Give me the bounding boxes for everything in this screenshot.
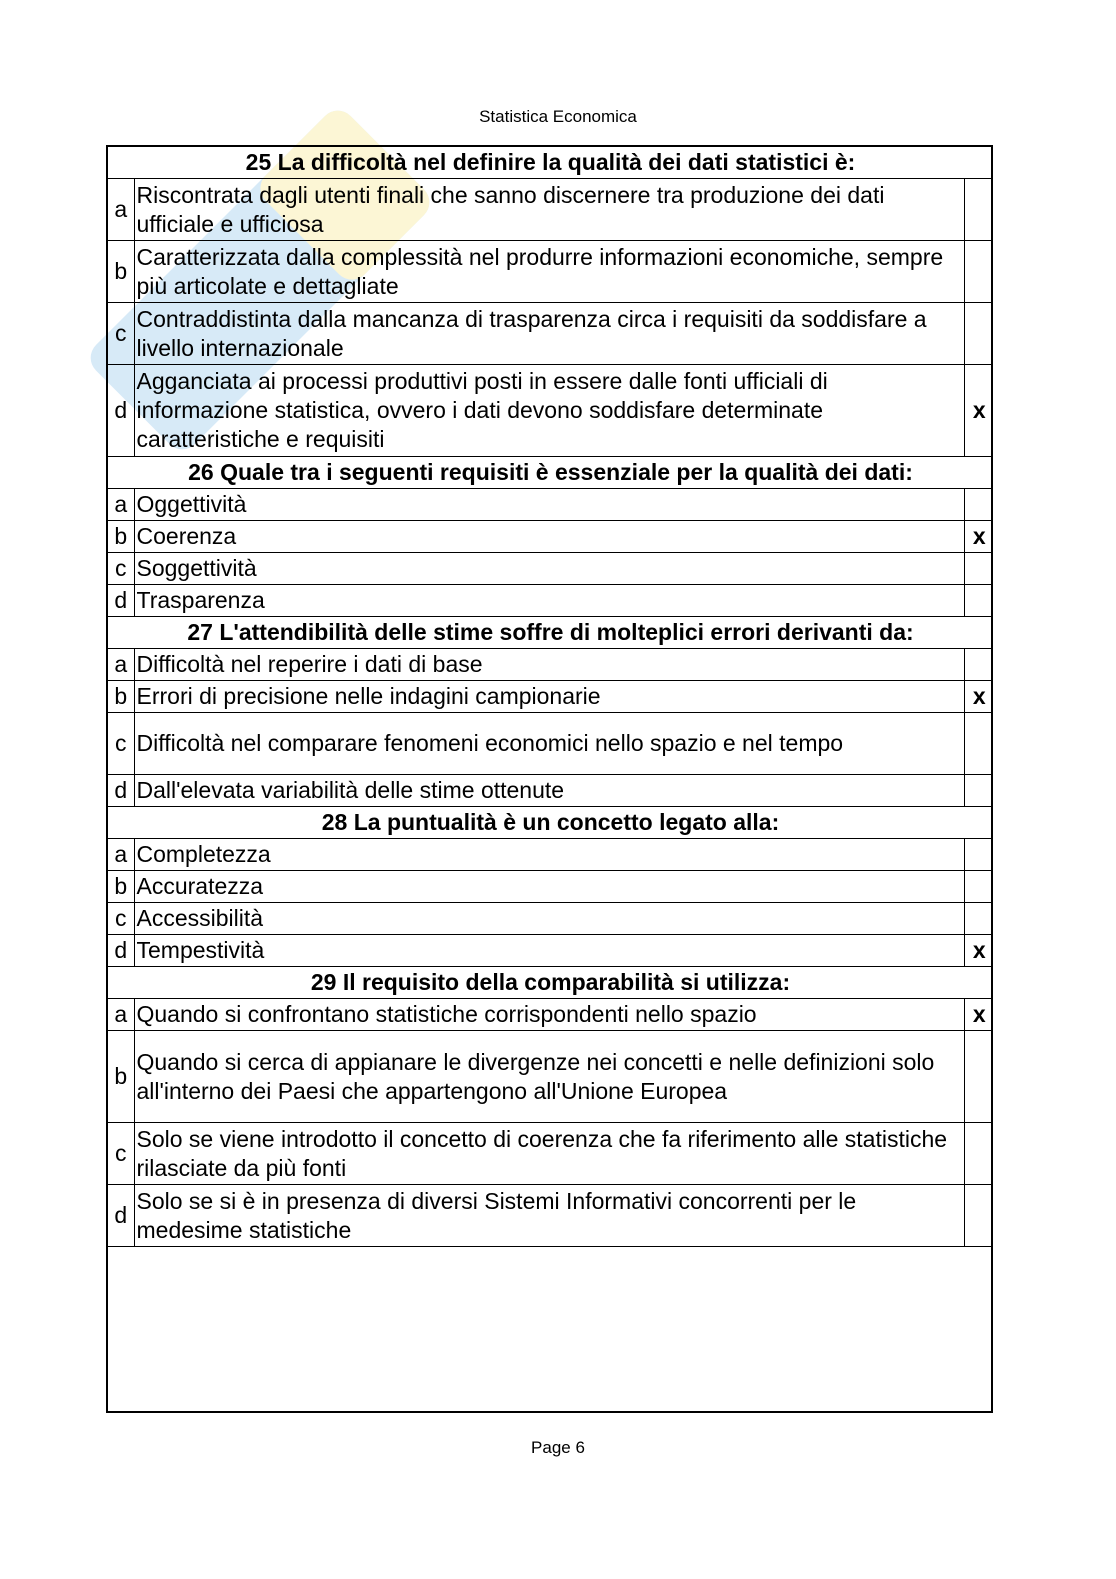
- answer-row: [108, 775, 993, 807]
- option-letter: c: [108, 713, 134, 775]
- answer-mark: [965, 775, 993, 807]
- answer-row: [108, 365, 993, 457]
- option-letter: c: [108, 553, 134, 585]
- answer-mark: [965, 713, 993, 775]
- option-text: Difficoltà nel comparare fenomeni economici nello spazio e nel tempo: [134, 713, 965, 775]
- question-title-row: [108, 617, 993, 649]
- option-text: Quando si cerca di appianare le divergenze nei concetti e nelle definizioni solo all'interno dei Paesi che appartengono all'Unione Europea: [134, 1031, 965, 1123]
- answer-row: [108, 241, 993, 303]
- answer-mark: [965, 1123, 993, 1185]
- answer-row: [108, 903, 993, 935]
- page-header: Statistica Economica: [479, 107, 637, 126]
- option-letter: a: [108, 839, 134, 871]
- option-text: Accessibilità: [134, 903, 965, 935]
- option-text: Dall'elevata variabilità delle stime ottenute: [134, 775, 965, 807]
- answer-mark: [965, 489, 993, 521]
- option-text: Coerenza: [134, 521, 965, 553]
- option-text: Caratterizzata dalla complessità nel produrre informazioni economiche, sempre più articolate e dettagliate: [134, 241, 965, 303]
- option-text: Difficoltà nel reperire i dati di base: [134, 649, 965, 681]
- answer-row: [108, 681, 993, 713]
- option-text: Completezza: [134, 839, 965, 871]
- question-title-row: [108, 967, 993, 999]
- answer-mark: [965, 1185, 993, 1247]
- answer-row: [108, 553, 993, 585]
- answer-mark: [965, 179, 993, 241]
- option-letter: b: [108, 1031, 134, 1123]
- answer-row: [108, 649, 993, 681]
- question-title-row: [108, 807, 993, 839]
- option-letter: d: [108, 365, 134, 457]
- answer-mark: x: [965, 935, 993, 967]
- option-text: Errori di precisione nelle indagini campionarie: [134, 681, 965, 713]
- option-letter: d: [108, 1185, 134, 1247]
- option-text: Soggettività: [134, 553, 965, 585]
- option-letter: c: [108, 903, 134, 935]
- answer-row: [108, 521, 993, 553]
- option-text: Oggettività: [134, 489, 965, 521]
- option-letter: a: [108, 999, 134, 1031]
- answer-mark: [965, 585, 993, 617]
- option-letter: b: [108, 241, 134, 303]
- option-letter: b: [108, 521, 134, 553]
- answer-row: [108, 935, 993, 967]
- answer-mark: x: [965, 365, 993, 457]
- answer-row: [108, 585, 993, 617]
- option-text: Contraddistinta dalla mancanza di trasparenza circa i requisiti da soddisfare a livello internazionale: [134, 303, 965, 365]
- option-letter: d: [108, 775, 134, 807]
- page-number: Page 6: [531, 1438, 585, 1457]
- option-text: Trasparenza: [134, 585, 965, 617]
- answer-row: [108, 489, 993, 521]
- option-letter: a: [108, 489, 134, 521]
- answer-mark: x: [965, 681, 993, 713]
- option-letter: a: [108, 179, 134, 241]
- answer-mark: [965, 649, 993, 681]
- option-letter: b: [108, 871, 134, 903]
- answer-mark: x: [965, 521, 993, 553]
- question-title: 25 La difficoltà nel definire la qualità dei dati statistici è:: [108, 147, 993, 179]
- option-letter: b: [108, 681, 134, 713]
- option-letter: c: [108, 303, 134, 365]
- option-text: Tempestività: [134, 935, 965, 967]
- answer-mark: [965, 839, 993, 871]
- option-text: Solo se si è in presenza di diversi Sistemi Informativi concorrenti per le medesime statistiche: [134, 1185, 965, 1247]
- option-letter: d: [108, 935, 134, 967]
- option-letter: a: [108, 649, 134, 681]
- answer-row: [108, 303, 993, 365]
- quiz-table: [108, 147, 993, 1247]
- answer-row: [108, 871, 993, 903]
- answer-mark: [965, 241, 993, 303]
- question-title: 28 La puntualità è un concetto legato alla:: [108, 807, 993, 839]
- answer-row: [108, 179, 993, 241]
- answer-row: [108, 713, 993, 775]
- answer-row: [108, 999, 993, 1031]
- question-title: 26 Quale tra i seguenti requisiti è essenziale per la qualità dei dati:: [108, 457, 993, 489]
- answer-row: [108, 1031, 993, 1123]
- answer-row: [108, 1185, 993, 1247]
- option-text: Solo se viene introdotto il concetto di coerenza che fa riferimento alle statistiche rilasciate da più fonti: [134, 1123, 965, 1185]
- answer-mark: [965, 303, 993, 365]
- answer-mark: [965, 871, 993, 903]
- answer-row: [108, 839, 993, 871]
- option-letter: c: [108, 1123, 134, 1185]
- option-text: Quando si confrontano statistiche corrispondenti nello spazio: [134, 999, 965, 1031]
- answer-row: [108, 1123, 993, 1185]
- option-text: Agganciata ai processi produttivi posti in essere dalle fonti ufficiali di informazione statistica, ovvero i dati devono soddisfare determinate caratteristiche e requisiti: [134, 365, 965, 457]
- question-title: 29 Il requisito della comparabilità si utilizza:: [108, 967, 993, 999]
- question-title-row: [108, 457, 993, 489]
- answer-mark: [965, 903, 993, 935]
- option-text: Riscontrata dagli utenti finali che sanno discernere tra produzione dei dati ufficiale e ufficiosa: [134, 179, 965, 241]
- answer-mark: [965, 553, 993, 585]
- question-title: 27 L'attendibilità delle stime soffre di molteplici errori derivanti da:: [108, 617, 993, 649]
- answer-mark: [965, 1031, 993, 1123]
- option-letter: d: [108, 585, 134, 617]
- option-text: Accuratezza: [134, 871, 965, 903]
- question-title-row: [108, 147, 993, 179]
- quiz-sheet: [106, 145, 993, 1413]
- answer-mark: x: [965, 999, 993, 1031]
